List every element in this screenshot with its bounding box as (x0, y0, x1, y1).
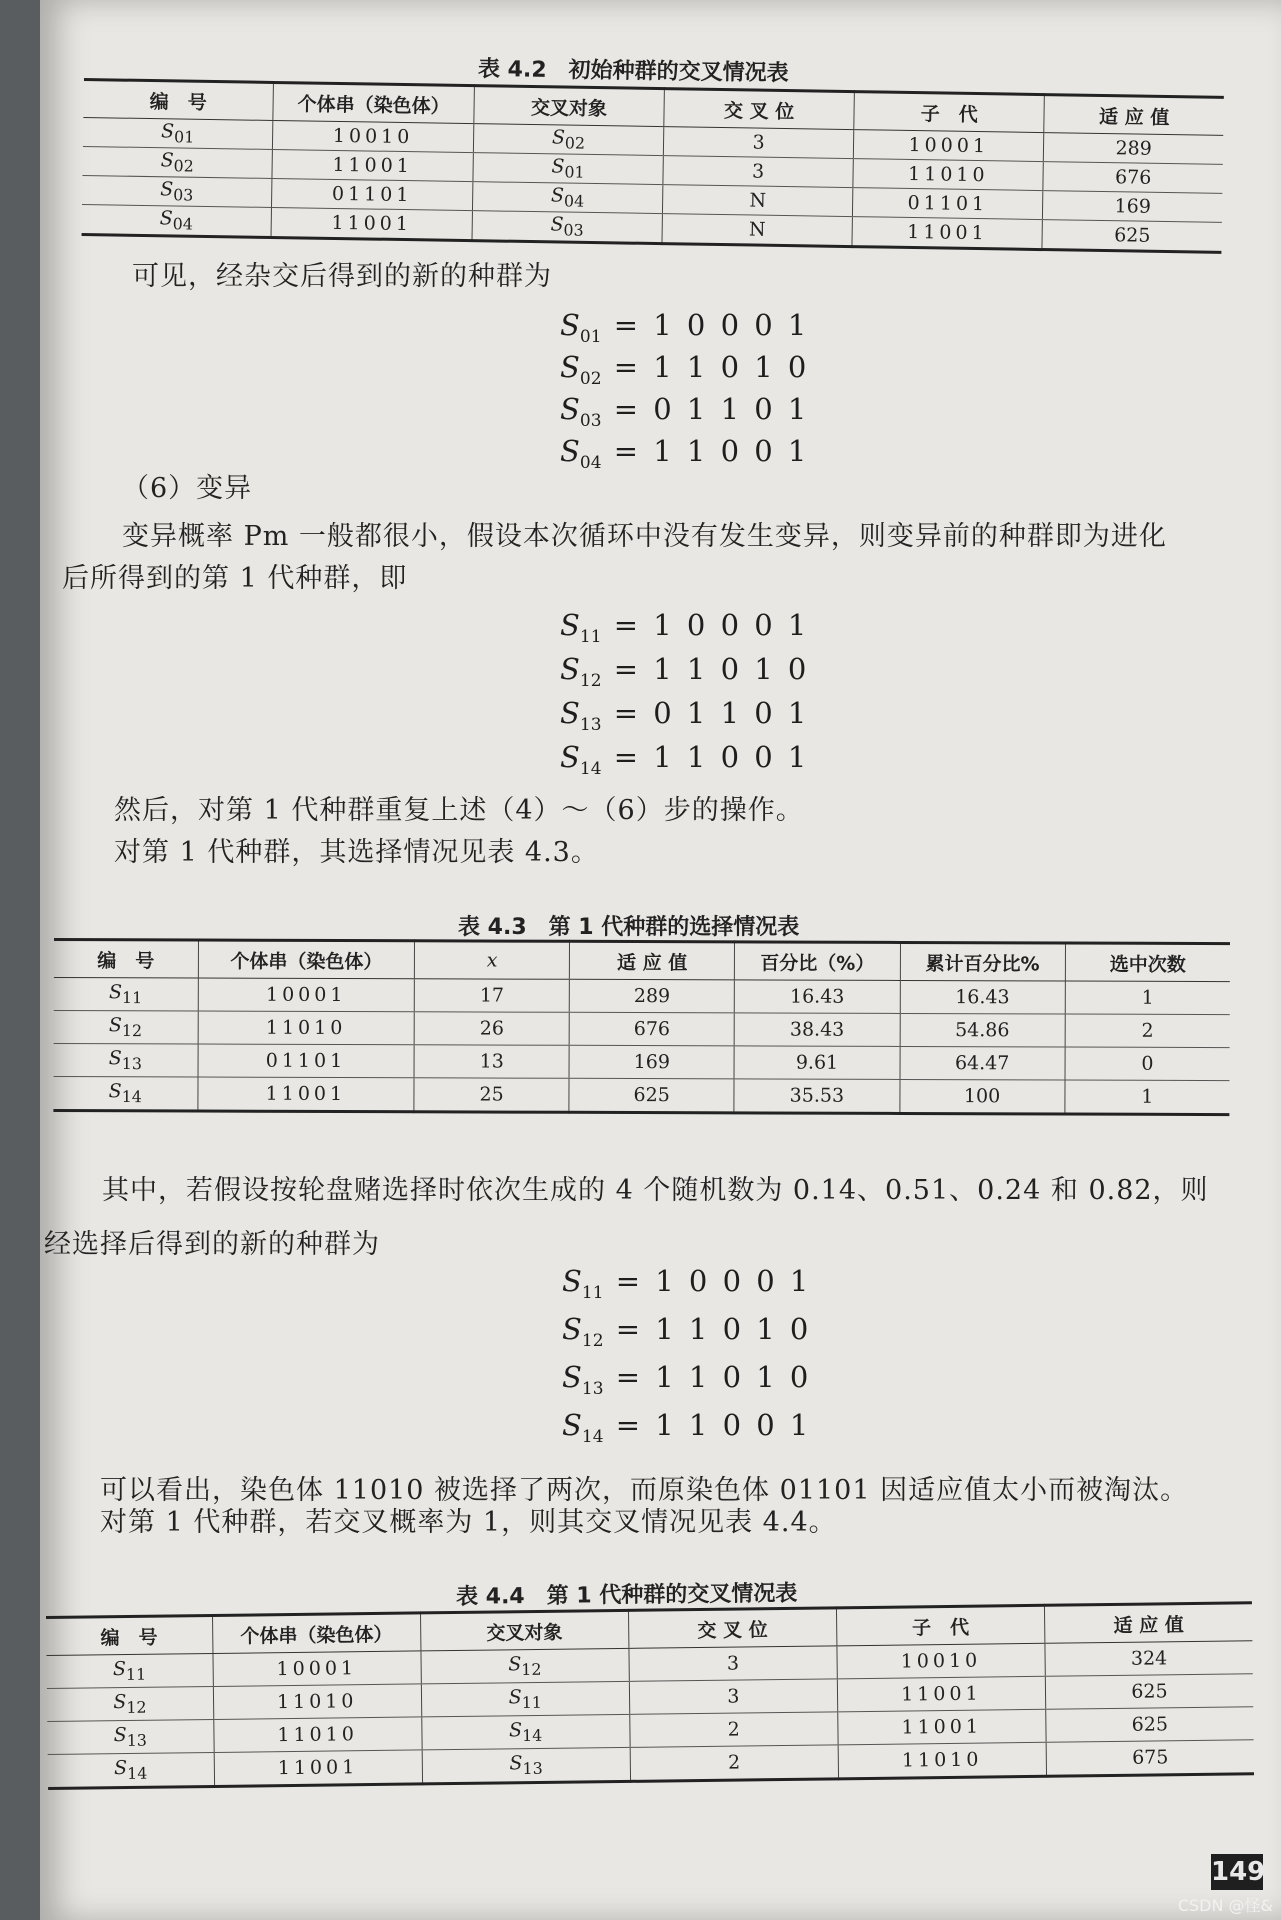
table-cell: 11001 (214, 1750, 422, 1787)
table-cell: $S_{02}$ (82, 146, 272, 178)
table-cell: 38.43 (734, 1013, 899, 1047)
table-cell: 3 (629, 1679, 837, 1715)
column-header: 交 叉 位 (628, 1608, 837, 1649)
table-cell: 10001 (198, 978, 415, 1012)
page-number: 149 (1211, 1854, 1263, 1890)
equation-line: $S_{12} = 1$ 1 0 1 0 (562, 1312, 812, 1351)
table-cell: 11010 (838, 1742, 1046, 1779)
paragraph: 后所得到的第 1 代种群，即 (62, 563, 408, 594)
equation-line: $S_{13} = 1$ 1 0 1 0 (562, 1360, 812, 1399)
table-cell: 1 (1065, 981, 1230, 1015)
equation-line: $S_{12} = 1$ 1 0 1 0 (560, 652, 810, 691)
column-header: 编 号 (83, 79, 273, 120)
table-cell: 26 (414, 1012, 569, 1046)
table-cell: 16.43 (735, 980, 900, 1014)
table-cell: 324 (1045, 1641, 1253, 1677)
table-cell: $S_{14}$ (53, 1076, 197, 1111)
table-cell: 11001 (271, 207, 472, 240)
table-cell: $S_{12}$ (47, 1686, 214, 1721)
column-header: 交叉对象 (474, 86, 665, 127)
table-cell: 10001 (853, 130, 1044, 162)
column-header: 适 应 值 (569, 941, 734, 980)
table-cell: 11001 (198, 1077, 415, 1112)
table-row (53, 1076, 1229, 1114)
table-cell: 11010 (213, 1717, 421, 1753)
equation-line: $S_{04} = 1$ 1 0 0 1 (560, 434, 810, 473)
table-cell: 9.61 (734, 1046, 899, 1080)
table-cell: 11010 (198, 1011, 415, 1045)
table-cell: 169 (1043, 191, 1223, 223)
table-cell: 2 (630, 1712, 838, 1748)
table-cell: $S_{03}$ (82, 175, 272, 207)
table-cell: 54.86 (900, 1013, 1065, 1047)
table-cell: 11001 (837, 1676, 1045, 1712)
table-cell: $S_{04}$ (472, 182, 663, 214)
table-cell: 1 (1065, 1080, 1230, 1115)
table-header-row (54, 940, 1230, 982)
table-cell: 625 (1042, 220, 1222, 253)
table-cell: $S_{11}$ (46, 1653, 213, 1688)
table-cell: N (662, 214, 853, 247)
table-cell: 675 (1046, 1740, 1254, 1777)
table-cell: $S_{14}$ (421, 1714, 629, 1750)
paragraph: 可见，经杂交后得到的新的种群为 (132, 261, 552, 292)
table-cell: 01101 (853, 188, 1044, 220)
table-cell: 13 (414, 1045, 569, 1079)
table-cell: 676 (569, 1012, 734, 1046)
table-cell: $S_{12}$ (54, 1010, 198, 1044)
table-cell: 3 (663, 127, 854, 159)
table-cell: $S_{04}$ (82, 204, 272, 237)
table-cell: $S_{11}$ (421, 1681, 629, 1717)
table-cell: 289 (569, 979, 734, 1013)
table-cell: 10010 (273, 120, 474, 152)
paragraph: 对第 1 代种群，其选择情况见表 4.3。 (114, 837, 599, 868)
paragraph: 可以看出，染色体 11010 被选择了两次，而原染色体 01101 因适应值太小而被淘汰。 (100, 1475, 1189, 1506)
column-header: 适 应 值 (1044, 1603, 1252, 1644)
table-cell: $S_{01}$ (473, 153, 664, 185)
table-cell: 100 (899, 1079, 1064, 1114)
equation-line: $S_{14} = 1$ 1 0 0 1 (560, 740, 810, 779)
table-cell: 3 (629, 1646, 837, 1682)
table-cell: $S_{01}$ (83, 117, 273, 149)
table-cell: 35.53 (734, 1079, 899, 1114)
table-cell: $S_{13}$ (47, 1719, 214, 1754)
table-cell: 2 (630, 1745, 838, 1782)
column-header: 累计百分比% (900, 942, 1065, 981)
table-cell: $S_{11}$ (54, 977, 198, 1011)
book-page (40, 0, 1281, 1920)
paragraph: 然后，对第 1 代种群重复上述（4）～（6）步的操作。 (114, 795, 804, 826)
table-cell: 0 (1065, 1047, 1230, 1081)
table-cell: 625 (1045, 1674, 1253, 1710)
table-cell: 625 (1046, 1707, 1254, 1743)
table-cell: 11001 (272, 149, 473, 181)
column-header: x (415, 941, 570, 980)
column-header: 子 代 (854, 92, 1045, 133)
equation-line: $S_{11} = 1$ 0 0 0 1 (560, 608, 810, 647)
table-cell: 289 (1044, 133, 1224, 165)
table-cell: 11001 (852, 217, 1043, 250)
table-cell: 01101 (272, 178, 473, 210)
column-header: 选中次数 (1065, 943, 1230, 982)
column-header: 百分比（%） (735, 942, 900, 981)
table-4-3-caption: 表 4.3 第 1 代种群的选择情况表 (458, 915, 800, 940)
equation-line: $S_{13} = 0$ 1 1 0 1 (560, 696, 810, 735)
table-cell: 676 (1043, 162, 1223, 194)
table-4-3 (53, 938, 1230, 1116)
table-cell: 625 (569, 1078, 734, 1113)
equation-line: $S_{11} = 1$ 0 0 0 1 (562, 1264, 812, 1303)
column-header: 子 代 (836, 1605, 1045, 1646)
table-cell: 64.47 (900, 1046, 1065, 1080)
column-header: 编 号 (54, 940, 198, 979)
table-cell: 169 (569, 1045, 734, 1079)
table-cell: $S_{14}$ (48, 1752, 215, 1788)
table-cell: $S_{13}$ (422, 1747, 630, 1784)
paragraph: 对第 1 代种群，若交叉概率为 1，则其交叉情况见表 4.4。 (100, 1507, 837, 1538)
table-4-4 (46, 1601, 1254, 1790)
table-cell: 01101 (198, 1044, 415, 1078)
table-cell: 11010 (853, 159, 1044, 191)
column-header: 编 号 (46, 1615, 213, 1655)
table-cell: 11010 (213, 1684, 421, 1720)
column-header: 个体串（染色体） (273, 82, 474, 123)
column-header: 交 叉 位 (664, 89, 855, 130)
section-heading: （6）变异 (122, 473, 253, 504)
table-4-2-caption: 表 4.2 初始种群的交叉情况表 (477, 56, 789, 87)
column-header: 适 应 值 (1044, 95, 1224, 136)
paragraph: 变异概率 Pm 一般都很小，假设本次循环中没有发生变异，则变异前的种群即为进化 (122, 521, 1167, 552)
table-cell: 17 (414, 979, 569, 1013)
column-header: 交叉对象 (420, 1610, 629, 1651)
table-cell: 10010 (837, 1643, 1045, 1679)
table-cell: 11001 (838, 1709, 1046, 1745)
equation-line: $S_{14} = 1$ 1 0 0 1 (562, 1408, 812, 1447)
column-header: 个体串（染色体） (198, 940, 415, 979)
watermark: CSDN @怪& (1177, 1896, 1273, 1915)
equation-line: $S_{01} = 1$ 0 0 0 1 (560, 308, 810, 347)
table-row (54, 1043, 1230, 1080)
table-cell: $S_{03}$ (472, 211, 663, 244)
paragraph: 经选择后得到的新的种群为 (44, 1229, 380, 1260)
paragraph: 其中，若假设按轮盘赌选择时依次生成的 4 个随机数为 0.14、0.51、0.24 和 0.82，则 (102, 1175, 1209, 1206)
table-cell: 3 (663, 156, 854, 188)
table-cell: $S_{13}$ (54, 1043, 198, 1077)
column-header: 个体串（染色体） (212, 1613, 421, 1654)
table-row (54, 1010, 1230, 1047)
table-4-4-caption: 表 4.4 第 1 代种群的交叉情况表 (455, 1581, 798, 1610)
table-cell: 2 (1065, 1014, 1230, 1048)
equation-line: $S_{03} = 0$ 1 1 0 1 (560, 392, 810, 431)
table-4-2 (82, 78, 1224, 254)
table-cell: N (662, 185, 853, 217)
table-cell: 16.43 (900, 980, 1065, 1014)
table-cell: 25 (414, 1078, 569, 1113)
table-row (54, 977, 1230, 1014)
table-cell: $S_{02}$ (473, 124, 664, 156)
table-cell: 10001 (213, 1651, 421, 1687)
table-cell: $S_{12}$ (421, 1648, 629, 1684)
equation-line: $S_{02} = 1$ 1 0 1 0 (560, 350, 810, 389)
